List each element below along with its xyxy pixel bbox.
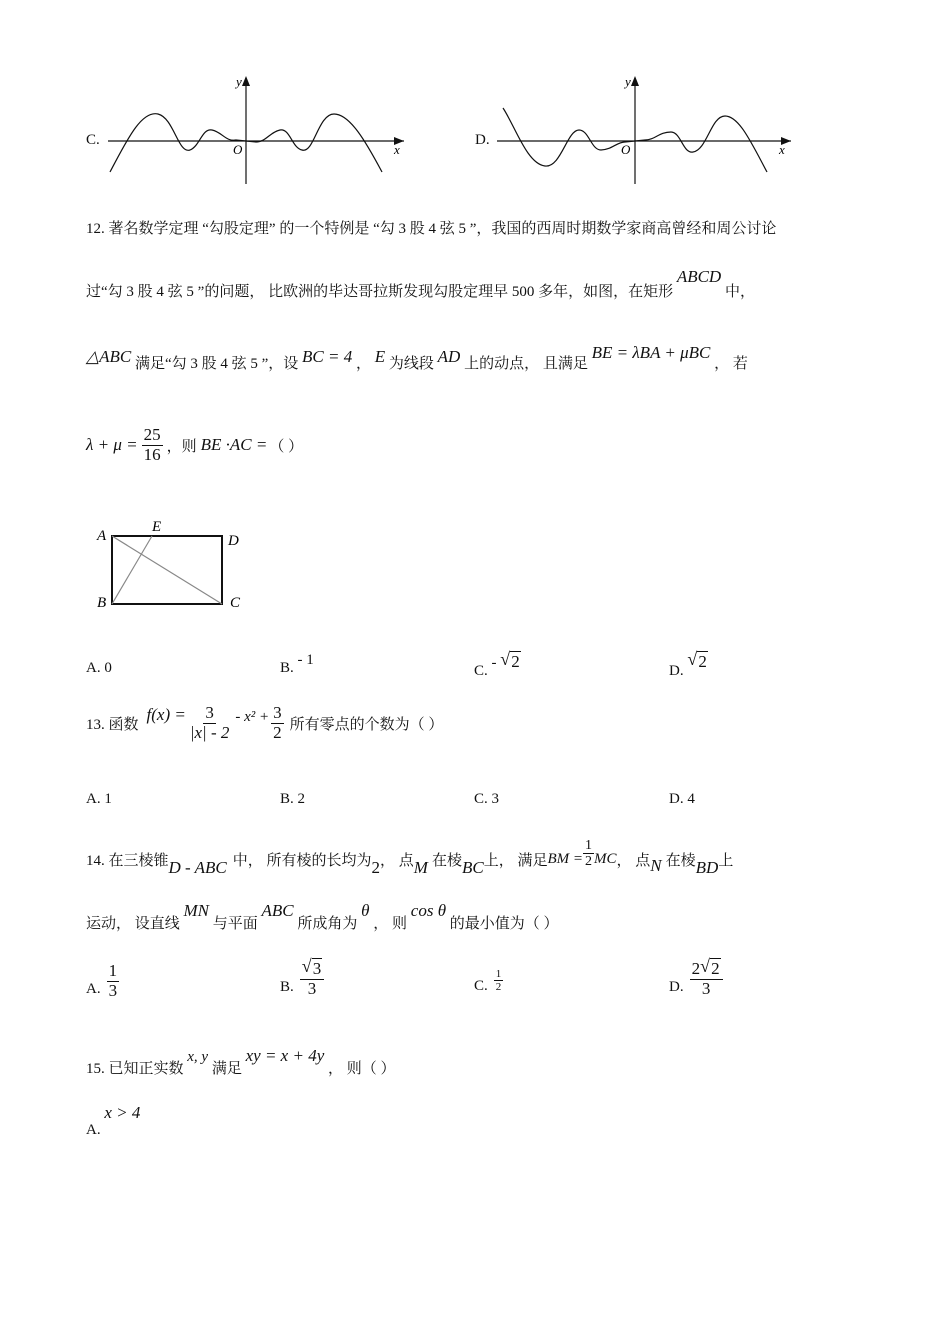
- q14-text-f: ， 点: [616, 852, 651, 869]
- q12-line3-text-d: 上的动点， 且满足: [464, 356, 588, 372]
- q14-option-a-fraction: [107, 962, 120, 1000]
- frac-den: 3: [307, 978, 317, 998]
- rect-abcd: ABCD: [676, 267, 722, 286]
- q14-option-a[interactable]: [86, 962, 119, 1000]
- q13-option-b[interactable]: B. 2: [280, 791, 306, 807]
- q14-option-b-fraction: [300, 956, 325, 998]
- sqrt-2: √ 2: [500, 649, 520, 671]
- q14-text-a: 14. 在三棱锥: [86, 852, 169, 869]
- frac-den: 2: [495, 981, 502, 994]
- q14-text-l2d: ， 则: [373, 916, 408, 932]
- frac-den: |x| - 2: [189, 722, 230, 742]
- q12-option-b[interactable]: [280, 652, 314, 677]
- q14-text-d: 在棱: [431, 852, 462, 869]
- q15-text-a: 15. 已知正实数: [86, 1061, 184, 1077]
- q12-line2-end: 中，: [724, 284, 755, 300]
- q12-option-c-value: [491, 649, 521, 671]
- graph-c-plot: [86, 72, 416, 187]
- q12-line4-text: ，则: [166, 438, 197, 455]
- fraction-25-16: [142, 426, 163, 464]
- q15-text-c: ， 则（ ）: [327, 1061, 396, 1077]
- bc-equals-4: BC = 4: [302, 347, 353, 366]
- coefficient: 2: [691, 959, 701, 978]
- vector-equation: BE = λBA + μBC: [591, 343, 711, 362]
- point-n: N: [650, 855, 662, 875]
- sqrt-2: √ 2: [687, 649, 707, 671]
- q14-option-d[interactable]: [669, 956, 723, 998]
- plane-abc: ABC: [261, 901, 294, 920]
- frac-den: 2: [585, 854, 593, 870]
- q12-option-d[interactable]: [669, 649, 708, 680]
- q12-line3-text-e: ， 若: [714, 356, 748, 372]
- graph-d-plot: [475, 72, 805, 187]
- rectangle-figure: [92, 515, 252, 615]
- edge-bd: BD: [695, 857, 719, 877]
- q12-line3: [86, 343, 748, 373]
- sqrt-2: √ 2: [700, 956, 720, 978]
- cos-theta: cos θ: [410, 901, 447, 920]
- q14-option-d-label: D.: [669, 978, 684, 995]
- segment-ad: AD: [437, 347, 461, 366]
- q13-prefix: 13. 函数: [86, 716, 139, 733]
- fig-label-e: E: [152, 519, 162, 535]
- q14-option-c-fraction: [494, 968, 504, 993]
- q14-text-e: 上， 满足: [483, 852, 548, 869]
- option-d-label: D.: [475, 132, 490, 148]
- frac-den: 2: [273, 722, 282, 742]
- q12-option-a[interactable]: [86, 660, 112, 677]
- frac-num: 1: [585, 838, 593, 853]
- frac-num: 3: [205, 703, 214, 722]
- sqrt-radicand: 2: [698, 652, 707, 671]
- fig-label-a: A: [97, 528, 107, 544]
- q14-text-l2e: 的最小值为（ ）: [449, 916, 559, 932]
- q15-option-a-label: A.: [86, 1122, 101, 1138]
- q12-line3-text-a: 满足“勾 3 股 4 弦 5 ”，设: [134, 356, 299, 372]
- graph-d: [475, 72, 805, 187]
- frac-num: 1: [495, 968, 502, 980]
- graph-d-origin: O: [621, 142, 631, 157]
- frac-den: 16: [143, 444, 161, 464]
- graph-c-y-label: y: [236, 74, 242, 89]
- graph-c: [86, 72, 416, 187]
- q12-option-d-value: [687, 649, 708, 671]
- q14-text-l2c: 所成角为: [297, 916, 358, 932]
- point-e: E: [374, 347, 386, 366]
- q13-middle-term: - x² +: [235, 708, 270, 725]
- fig-label-d: D: [228, 533, 239, 549]
- frac-num: 1: [108, 961, 118, 980]
- q13-fraction-2: [271, 704, 284, 742]
- q14-line1: [86, 838, 734, 877]
- q14-option-c-label: C.: [474, 978, 488, 995]
- q14-line2: [86, 901, 559, 933]
- q13-option-a[interactable]: A. 1: [86, 791, 112, 807]
- sqrt-3: √ 3: [301, 956, 322, 978]
- point-m: M: [413, 857, 428, 877]
- q13-function-name: f(x) =: [146, 705, 186, 725]
- q12-option-c-sign: -: [491, 655, 497, 671]
- graph-d-y-label: y: [625, 74, 631, 89]
- q13-line: [86, 704, 443, 742]
- q13-option-c[interactable]: C. 3: [474, 791, 500, 807]
- q14-option-c[interactable]: [474, 968, 503, 993]
- q15-equation: xy = x + 4y: [245, 1046, 325, 1065]
- q12-line2-text: 过“勾 3 股 4 弦 5 ”的问题， 比欧洲的毕达哥拉斯发现勾股定理早 500 多年，如图，在矩形: [86, 284, 674, 300]
- edge-bc: BC: [461, 857, 484, 877]
- frac-den: 3: [108, 980, 118, 1000]
- q14-text-b: 中， 所有棱的长均为: [232, 852, 372, 869]
- half-fraction: [583, 838, 594, 870]
- q12-option-a-label: A. 0: [86, 660, 112, 676]
- vars-xy: x, y: [187, 1049, 209, 1065]
- q12-option-b-label: B.: [280, 660, 294, 676]
- line-mn: MN: [183, 901, 210, 920]
- q13-fraction-1: [188, 704, 232, 742]
- graph-c-x-label: x: [394, 142, 400, 157]
- sqrt-radicand: 2: [511, 652, 520, 671]
- option-c-label: C.: [86, 132, 100, 148]
- q14-text-g: 在棱: [665, 852, 696, 869]
- frac-num: 3: [273, 703, 282, 722]
- q12-answer-paren: （ ）: [269, 438, 304, 455]
- q14-option-d-fraction: [690, 956, 723, 998]
- q12-line1: 12. 著名数学定理 “勾股定理” 的一个特例是 “勾 3 股 4 弦 5 ”，我国的西周时期数学家商高曾经和周公讨论: [86, 221, 777, 237]
- q12-option-d-label: D.: [669, 663, 684, 679]
- bm-equals: BM =: [547, 850, 584, 867]
- q15-text-b: 满足: [211, 1061, 242, 1077]
- q12-line4: [86, 426, 303, 464]
- frac-num: 25: [143, 425, 161, 444]
- q12-option-c-label: C.: [474, 663, 488, 679]
- q14-text-c: ， 点: [380, 852, 414, 869]
- q15-option-a[interactable]: [86, 1103, 141, 1138]
- q12-line3-text-c: 为线段: [388, 356, 434, 372]
- segment-mc: MC: [594, 850, 617, 867]
- graph-c-origin: O: [233, 142, 243, 157]
- graph-d-x-label: x: [779, 142, 785, 157]
- sqrt-radicand: 3: [312, 959, 322, 978]
- dot-product-expr: BE ·AC =: [200, 435, 268, 455]
- q12-option-b-value: - 1: [297, 652, 314, 668]
- fig-label-b: B: [97, 595, 107, 611]
- frac-num: [300, 956, 325, 980]
- q14-text-l2a: 运动， 设直线: [86, 916, 180, 932]
- q15-line: [86, 1046, 396, 1078]
- q14-text-l2b: 与平面: [212, 916, 258, 932]
- angle-theta: θ: [361, 901, 370, 920]
- fig-label-c: C: [230, 595, 241, 611]
- triangle-abc: △ABC: [86, 347, 132, 366]
- lambda-mu-sum: λ + μ =: [86, 435, 138, 455]
- q14-text-h: 上: [718, 852, 734, 869]
- q14-option-b[interactable]: [280, 956, 324, 998]
- q14-option-a-label: A.: [86, 980, 101, 997]
- q13-option-d[interactable]: D. 4: [669, 791, 695, 807]
- q13-suffix: 所有零点的个数为（ ）: [289, 716, 444, 733]
- q12-line3-comma: ，: [355, 356, 371, 372]
- edge-length: 2: [371, 857, 381, 877]
- q14-option-b-label: B.: [280, 978, 294, 995]
- frac-num: [690, 956, 723, 980]
- frac-den: 3: [701, 978, 711, 998]
- q12-line2: [86, 267, 755, 301]
- q15-option-a-value: x > 4: [104, 1103, 141, 1122]
- q12-option-c[interactable]: [474, 649, 521, 680]
- pyramid-dabc: D - ABC: [168, 857, 227, 877]
